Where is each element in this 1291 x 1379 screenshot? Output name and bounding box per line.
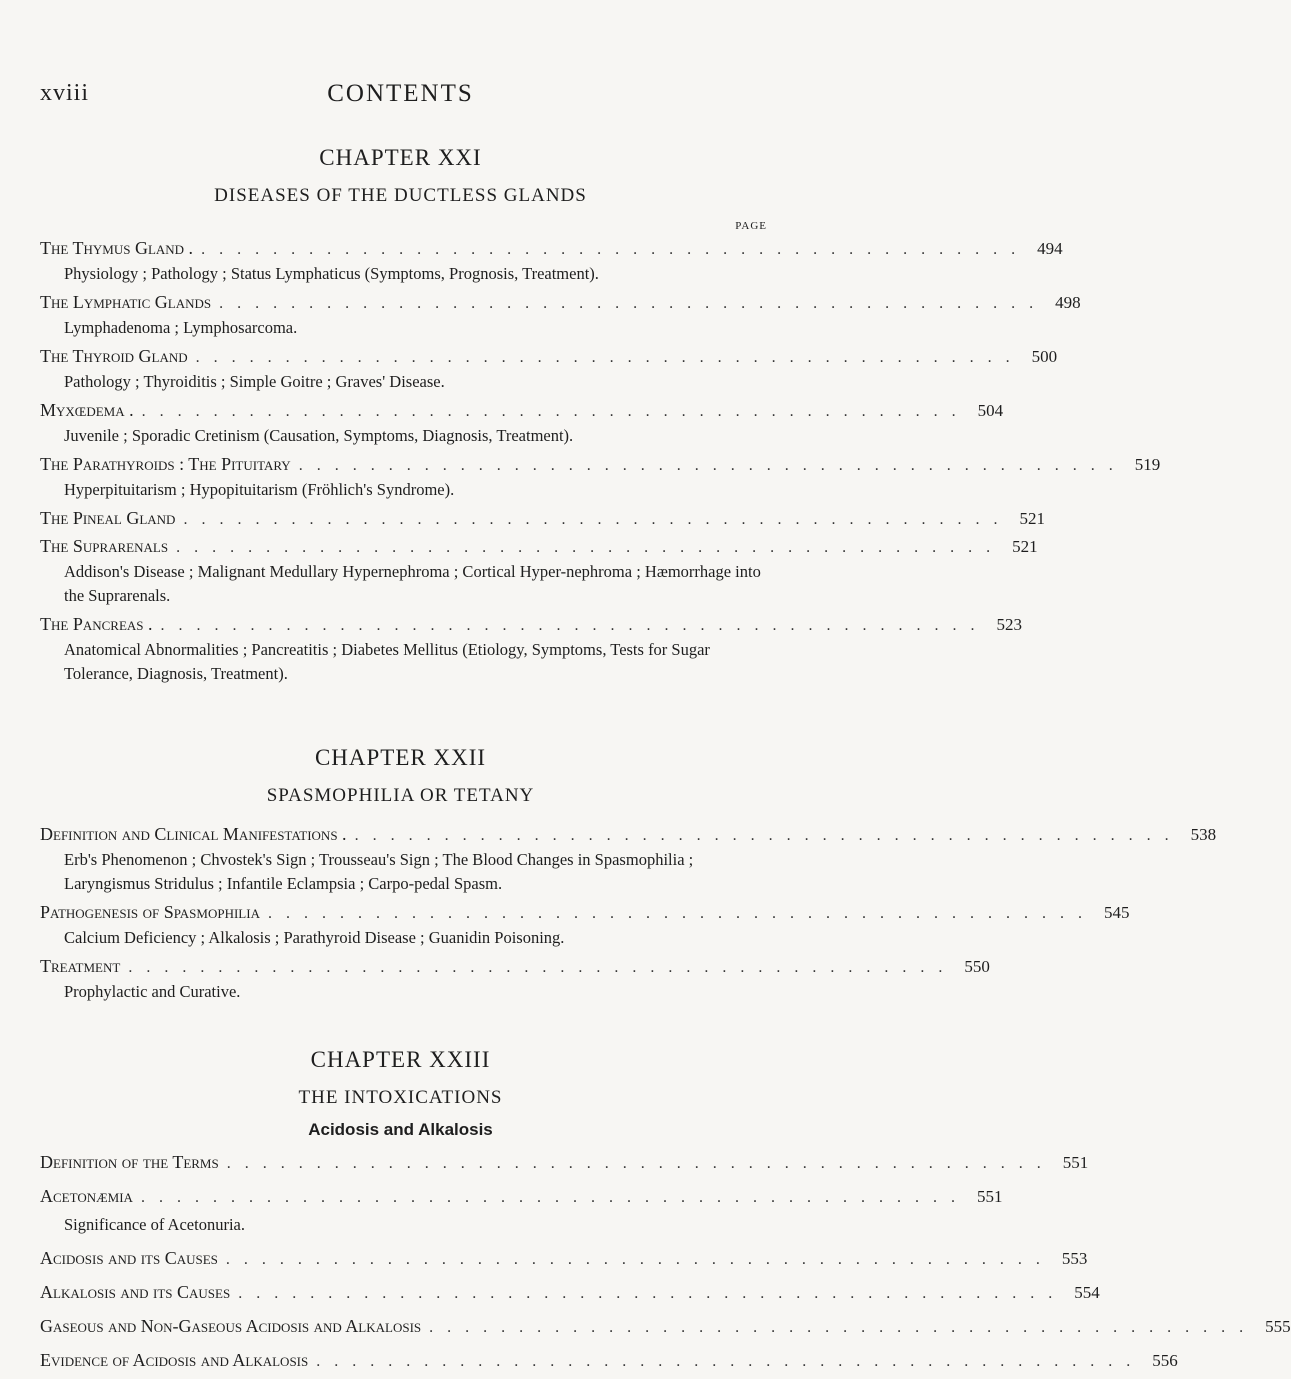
toc-entry[interactable] <box>40 1179 1003 1237</box>
leader-dots: .............................................. <box>128 959 957 976</box>
chapter-xxi-heading <box>0 138 801 214</box>
leader-dots: .............................................. <box>226 1155 1055 1172</box>
page-number: xviii <box>40 80 90 106</box>
chapter-xxiii-entries <box>40 1145 1291 1377</box>
entry-description: Lymphadenoma ; Lymphosarcoma. <box>64 318 298 337</box>
chapter-xxi-entries <box>40 234 1161 688</box>
leader-dots: .............................................. <box>267 905 1096 922</box>
entry-page: 554 <box>1074 1283 1100 1302</box>
leader-dots: .............................................. <box>201 241 1030 258</box>
entry-page: 553 <box>1061 1249 1088 1268</box>
entry-title: Acetonæmia <box>40 1186 133 1206</box>
chapter-number: CHAPTER XXII <box>314 745 487 770</box>
chapter-number: CHAPTER XXIII <box>310 1047 491 1072</box>
leader-dots: .............................................. <box>298 457 1127 474</box>
toc-entry[interactable] <box>40 820 1217 896</box>
toc-entry[interactable] <box>40 396 1004 448</box>
entry-description: Juvenile ; Sporadic Cretinism (Causation, Symptoms, Diagnosis, Treatment). <box>64 426 574 445</box>
toc-entry[interactable] <box>40 1343 1178 1377</box>
toc-entry[interactable] <box>40 450 1161 502</box>
entry-title: The Thyroid Gland <box>40 346 188 366</box>
entry-title: Alkalosis and its Causes <box>40 1282 231 1302</box>
entry-title: The Thymus Gland . <box>40 238 194 258</box>
entry-title: Definition and Clinical Manifestations . <box>40 824 347 844</box>
toc-entry[interactable] <box>40 1275 1100 1309</box>
entry-title: Definition of the Terms <box>40 1152 219 1172</box>
entry-page: 555 <box>1265 1317 1291 1336</box>
toc-entry[interactable] <box>40 234 1063 286</box>
entry-title: The Pancreas . <box>40 614 153 634</box>
leader-dots: .............................................. <box>225 1251 1054 1268</box>
leader-dots: .............................................. <box>140 1189 969 1206</box>
chapter-title: DISEASES OF THE DUCTLESS GLANDS <box>214 185 587 206</box>
chapter-xxiii-heading <box>0 1040 801 1144</box>
entry-page: 521 <box>1012 537 1038 556</box>
entry-page: 519 <box>1134 455 1161 474</box>
leader-dots: .............................................. <box>160 617 989 634</box>
page-header <box>0 80 801 120</box>
chapter-subtitle: Acidosis and Alkalosis <box>308 1120 493 1139</box>
toc-entry[interactable] <box>40 504 1045 532</box>
entry-title: The Pineal Gland <box>40 508 176 528</box>
leader-dots: .............................................. <box>176 539 1005 556</box>
toc-entry[interactable] <box>40 1145 1089 1179</box>
entry-description: Hyperpituitarism ; Hypopituitarism (Fröhlich's Syndrome). <box>64 480 455 499</box>
entry-description: Prophylactic and Curative. <box>64 982 241 1001</box>
entry-page: 545 <box>1103 903 1130 922</box>
toc-entry[interactable] <box>40 342 1058 394</box>
entry-page: 556 <box>1152 1351 1178 1370</box>
entry-title: Myxœdema . <box>40 400 134 420</box>
entry-page: 523 <box>996 615 1023 634</box>
entry-page: 550 <box>964 957 990 976</box>
entry-page: 551 <box>1062 1153 1089 1172</box>
leader-dots: .............................................. <box>141 403 970 420</box>
entry-description: Physiology ; Pathology ; Status Lymphaticus (Symptoms, Prognosis, Treatment). <box>64 264 599 283</box>
entry-description: Significance of Acetonuria. <box>64 1215 245 1234</box>
entry-page: 504 <box>977 401 1004 420</box>
entry-page: 494 <box>1037 239 1063 258</box>
toc-entry[interactable] <box>40 898 1130 950</box>
leader-dots: .............................................. <box>183 511 1012 528</box>
leader-dots: .............................................. <box>429 1319 1258 1336</box>
leader-dots: .............................................. <box>354 827 1183 844</box>
chapter-title: SPASMOPHILIA OR TETANY <box>266 785 535 806</box>
chapter-number: CHAPTER XXI <box>319 145 482 170</box>
entry-page: 551 <box>976 1187 1003 1206</box>
toc-entry[interactable] <box>40 952 990 1004</box>
entry-description: Anatomical Abnormalities ; Pancreatitis ; Diabetes Mellitus (Etiology, Symptoms, Tests for Sugar Tolerance, Diagnosis, Treatment). <box>64 640 710 683</box>
entry-description: Erb's Phenomenon ; Chvostek's Sign ; Trousseau's Sign ; The Blood Changes in Spasmophilia ; Laryngismus Stridulus ; Infantile Eclampsia ; Carpo-pedal Spasm. <box>64 850 694 893</box>
running-title: CONTENTS <box>327 80 474 107</box>
entry-title: Treatment <box>40 956 121 976</box>
toc-entry[interactable] <box>40 532 1038 608</box>
chapter-title: THE INTOXICATIONS <box>298 1087 503 1108</box>
entry-description: Addison's Disease ; Malignant Medullary Hypernephroma ; Cortical Hyper-nephroma ; Hæmorrhage into the Suprarenals. <box>64 562 761 605</box>
entry-description: Pathology ; Thyroiditis ; Simple Goitre ; Graves' Disease. <box>64 372 445 391</box>
entry-title: Pathogenesis of Spasmophilia <box>40 902 260 922</box>
toc-entry[interactable] <box>40 288 1081 340</box>
entry-title: Acidosis and its Causes <box>40 1248 218 1268</box>
toc-entry[interactable] <box>40 1309 1291 1343</box>
entry-page: 538 <box>1190 825 1217 844</box>
toc-entry[interactable] <box>40 1241 1088 1275</box>
entry-description: Calcium Deficiency ; Alkalosis ; Parathyroid Disease ; Guanidin Poisoning. <box>64 928 565 947</box>
entry-title: The Parathyroids : The Pituitary <box>40 454 291 474</box>
entry-page: 498 <box>1055 293 1081 312</box>
chapter-xxii-heading <box>0 738 801 814</box>
entry-title: The Suprarenals <box>40 536 169 556</box>
chapter-xxii-entries <box>40 820 1217 1006</box>
entry-title: The Lymphatic Glands <box>40 292 212 312</box>
leader-dots: .............................................. <box>316 1353 1145 1370</box>
entry-title: Gaseous and Non-Gaseous Acidosis and Alkalosis <box>40 1316 422 1336</box>
entry-page: 521 <box>1019 509 1045 528</box>
entry-title: Evidence of Acidosis and Alkalosis <box>40 1350 309 1370</box>
leader-dots: .............................................. <box>238 1285 1067 1302</box>
page-column-label: PAGE <box>735 220 767 232</box>
leader-dots: .............................................. <box>195 349 1024 366</box>
entry-page: 500 <box>1031 347 1058 366</box>
leader-dots: .............................................. <box>219 295 1048 312</box>
toc-entry[interactable] <box>40 610 1023 686</box>
